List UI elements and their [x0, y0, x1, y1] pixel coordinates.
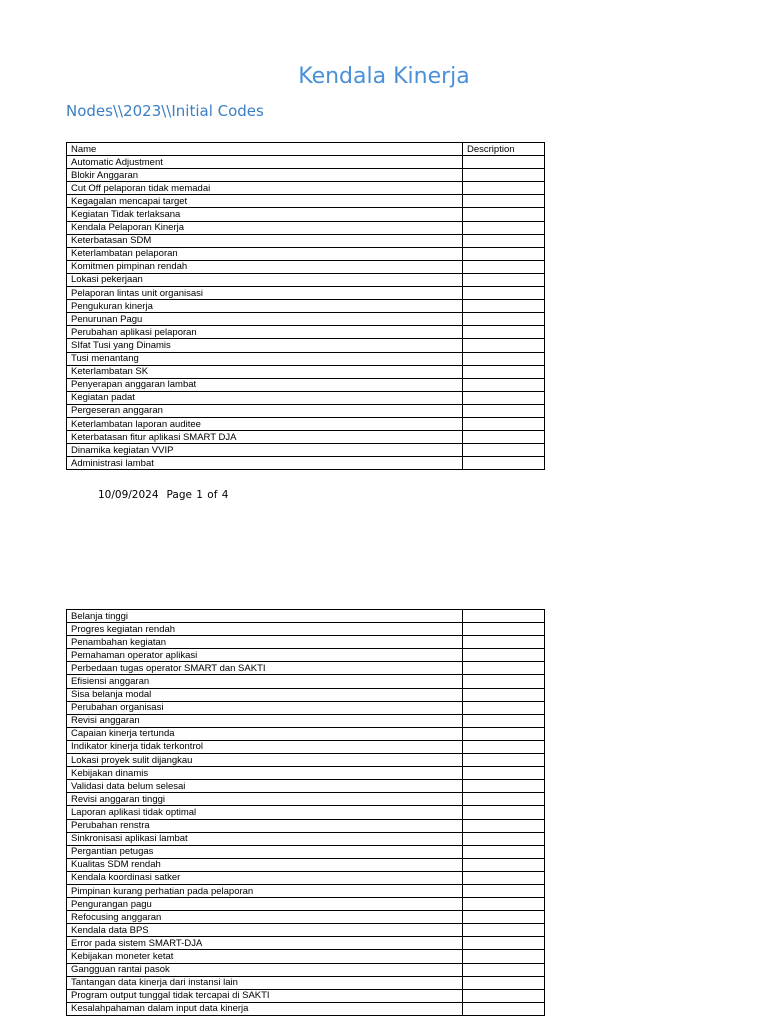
code-name-cell: Kendala Pelaporan Kinerja	[67, 221, 463, 234]
code-description-cell	[463, 793, 545, 806]
code-name-cell: Perbedaan tugas operator SMART dan SAKTI	[67, 662, 463, 675]
table-row	[67, 675, 545, 688]
code-name-cell: Administrasi lambat	[67, 457, 463, 470]
code-description-cell	[463, 662, 545, 675]
code-name-cell: Revisi anggaran tinggi	[67, 793, 463, 806]
code-name-cell: Pelaporan lintas unit organisasi	[67, 287, 463, 300]
code-description-cell	[463, 610, 545, 623]
code-name-cell: Capaian kinerja tertunda	[67, 727, 463, 740]
code-name-cell: Belanja tinggi	[67, 610, 463, 623]
code-name-cell: Kendala koordinasi satker	[67, 871, 463, 884]
code-name-cell: Perubahan aplikasi pelaporan	[67, 326, 463, 339]
code-description-cell	[463, 339, 545, 352]
table-row	[67, 636, 545, 649]
table-row	[67, 937, 545, 950]
code-description-cell	[463, 287, 545, 300]
table-row	[67, 391, 545, 404]
code-description-cell	[463, 740, 545, 753]
code-name-cell: Indikator kinerja tidak terkontrol	[67, 740, 463, 753]
code-name-cell: Pengukuran kinerja	[67, 300, 463, 313]
code-name-cell: Sinkronisasi aplikasi lambat	[67, 832, 463, 845]
table-row	[67, 780, 545, 793]
code-description-cell	[463, 365, 545, 378]
table-row	[67, 287, 545, 300]
code-description-cell	[463, 156, 545, 169]
code-description-cell	[463, 832, 545, 845]
code-description-cell	[463, 352, 545, 365]
table-row	[67, 1002, 545, 1015]
code-description-cell	[463, 431, 545, 444]
table-row	[67, 169, 545, 182]
table-row	[67, 208, 545, 221]
code-description-cell	[463, 636, 545, 649]
code-description-cell	[463, 326, 545, 339]
codes-table-page-2	[66, 609, 545, 1016]
code-name-cell: Tantangan data kinerja dari instansi lain	[67, 976, 463, 989]
code-name-cell: Lokasi proyek sulit dijangkau	[67, 754, 463, 767]
table-row	[67, 688, 545, 701]
code-description-cell	[463, 976, 545, 989]
table-row	[67, 610, 545, 623]
code-name-cell: Perubahan organisasi	[67, 701, 463, 714]
code-description-cell	[463, 675, 545, 688]
code-name-cell: Kualitas SDM rendah	[67, 858, 463, 871]
code-name-cell: Refocusing anggaran	[67, 911, 463, 924]
table-row	[67, 701, 545, 714]
code-name-cell: Revisi anggaran	[67, 714, 463, 727]
code-description-cell	[463, 260, 545, 273]
code-description-cell	[463, 937, 545, 950]
code-description-cell	[463, 234, 545, 247]
table-row	[67, 404, 545, 417]
code-name-cell: Pergeseran anggaran	[67, 404, 463, 417]
table-row	[67, 444, 545, 457]
code-name-cell: Program output tunggal tidak tercapai di SAKTI	[67, 989, 463, 1002]
code-description-cell	[463, 898, 545, 911]
page-title: Kendala Kinerja	[298, 64, 470, 89]
table-row	[67, 806, 545, 819]
code-description-cell	[463, 701, 545, 714]
node-path-subtitle: Nodes\\2023\\Initial Codes	[66, 102, 264, 120]
table-row	[67, 727, 545, 740]
code-description-cell	[463, 457, 545, 470]
table-row	[67, 431, 545, 444]
table-row	[67, 884, 545, 897]
code-name-cell: Keterlambatan laporan auditee	[67, 417, 463, 430]
code-name-cell: Cut Off pelaporan tidak memadai	[67, 182, 463, 195]
codes-table-page-1	[66, 142, 545, 470]
table-row	[67, 950, 545, 963]
code-name-cell: Kendala data BPS	[67, 924, 463, 937]
page-footer	[98, 489, 228, 501]
code-description-cell	[463, 649, 545, 662]
table-row	[67, 898, 545, 911]
table-row	[67, 754, 545, 767]
code-description-cell	[463, 378, 545, 391]
table-row	[67, 273, 545, 286]
table-row	[67, 195, 545, 208]
code-name-cell: Kebijakan dinamis	[67, 767, 463, 780]
table-row	[67, 649, 545, 662]
code-description-cell	[463, 911, 545, 924]
table-row	[67, 182, 545, 195]
code-description-cell	[463, 950, 545, 963]
code-description-cell	[463, 182, 545, 195]
table-row	[67, 989, 545, 1002]
code-name-cell: Laporan aplikasi tidak optimal	[67, 806, 463, 819]
table-row	[67, 247, 545, 260]
table-row	[67, 260, 545, 273]
table-row	[67, 924, 545, 937]
table-header-row	[67, 143, 545, 156]
code-name-cell: Automatic Adjustment	[67, 156, 463, 169]
code-description-cell	[463, 1002, 545, 1015]
code-name-cell: Kebijakan moneter ketat	[67, 950, 463, 963]
code-name-cell: Sisa belanja modal	[67, 688, 463, 701]
code-description-cell	[463, 404, 545, 417]
table-row	[67, 911, 545, 924]
table-row	[67, 300, 545, 313]
table-row	[67, 793, 545, 806]
code-description-cell	[463, 208, 545, 221]
code-description-cell	[463, 924, 545, 937]
column-header-name: Name	[67, 143, 463, 156]
code-name-cell: Pemahaman operator aplikasi	[67, 649, 463, 662]
table-row	[67, 156, 545, 169]
code-name-cell: Kegagalan mencapai target	[67, 195, 463, 208]
code-description-cell	[463, 623, 545, 636]
table-row	[67, 858, 545, 871]
code-description-cell	[463, 884, 545, 897]
column-header-description: Description	[463, 143, 545, 156]
footer-page-number: Page 1 of 4	[166, 489, 229, 501]
code-name-cell: Keterbatasan fitur aplikasi SMART DJA	[67, 431, 463, 444]
codes-table-body-page-2	[67, 610, 545, 1016]
table-row	[67, 714, 545, 727]
code-name-cell: Blokir Anggaran	[67, 169, 463, 182]
table-row	[67, 976, 545, 989]
code-name-cell: Penurunan Pagu	[67, 313, 463, 326]
code-name-cell: Keterbatasan SDM	[67, 234, 463, 247]
code-description-cell	[463, 845, 545, 858]
code-description-cell	[463, 871, 545, 884]
footer-date: 10/09/2024	[98, 489, 159, 501]
code-description-cell	[463, 727, 545, 740]
code-name-cell: Tusi menantang	[67, 352, 463, 365]
code-description-cell	[463, 989, 545, 1002]
code-description-cell	[463, 688, 545, 701]
code-name-cell: Kesalahpahaman dalam input data kinerja	[67, 1002, 463, 1015]
code-description-cell	[463, 444, 545, 457]
code-name-cell: Kegiatan padat	[67, 391, 463, 404]
code-description-cell	[463, 273, 545, 286]
code-description-cell	[463, 714, 545, 727]
code-name-cell: Pimpinan kurang perhatian pada pelaporan	[67, 884, 463, 897]
table-row	[67, 963, 545, 976]
code-name-cell: Efisiensi anggaran	[67, 675, 463, 688]
table-row	[67, 845, 545, 858]
code-description-cell	[463, 754, 545, 767]
code-name-cell: Keterlambatan pelaporan	[67, 247, 463, 260]
table-row	[67, 352, 545, 365]
code-name-cell: Pergantian petugas	[67, 845, 463, 858]
code-name-cell: Gangguan rantai pasok	[67, 963, 463, 976]
code-name-cell: Keterlambatan SK	[67, 365, 463, 378]
table-row	[67, 221, 545, 234]
code-name-cell: SIfat Tusi yang Dinamis	[67, 339, 463, 352]
code-description-cell	[463, 963, 545, 976]
code-description-cell	[463, 169, 545, 182]
table-row	[67, 819, 545, 832]
code-description-cell	[463, 780, 545, 793]
code-name-cell: Kegiatan Tidak terlaksana	[67, 208, 463, 221]
code-name-cell: Penambahan kegiatan	[67, 636, 463, 649]
code-name-cell: Validasi data belum selesai	[67, 780, 463, 793]
table-row	[67, 767, 545, 780]
table-row	[67, 623, 545, 636]
table-row	[67, 339, 545, 352]
code-description-cell	[463, 806, 545, 819]
code-name-cell: Perubahan renstra	[67, 819, 463, 832]
codes-table-body-page-1	[67, 156, 545, 470]
table-row	[67, 832, 545, 845]
table-row	[67, 871, 545, 884]
code-description-cell	[463, 313, 545, 326]
table-row	[67, 365, 545, 378]
table-row	[67, 378, 545, 391]
code-name-cell: Progres kegiatan rendah	[67, 623, 463, 636]
code-description-cell	[463, 858, 545, 871]
table-row	[67, 313, 545, 326]
table-row	[67, 457, 545, 470]
code-name-cell: Dinamika kegiatan VVIP	[67, 444, 463, 457]
code-description-cell	[463, 819, 545, 832]
table-row	[67, 234, 545, 247]
table-row	[67, 662, 545, 675]
table-row	[67, 326, 545, 339]
code-description-cell	[463, 767, 545, 780]
table-row	[67, 740, 545, 753]
code-description-cell	[463, 221, 545, 234]
code-description-cell	[463, 300, 545, 313]
code-description-cell	[463, 247, 545, 260]
code-description-cell	[463, 417, 545, 430]
code-name-cell: Lokasi pekerjaan	[67, 273, 463, 286]
code-name-cell: Error pada sistem SMART-DJA	[67, 937, 463, 950]
code-name-cell: Pengurangan pagu	[67, 898, 463, 911]
code-name-cell: Komitmen pimpinan rendah	[67, 260, 463, 273]
code-description-cell	[463, 391, 545, 404]
code-name-cell: Penyerapan anggaran lambat	[67, 378, 463, 391]
table-row	[67, 417, 545, 430]
code-description-cell	[463, 195, 545, 208]
